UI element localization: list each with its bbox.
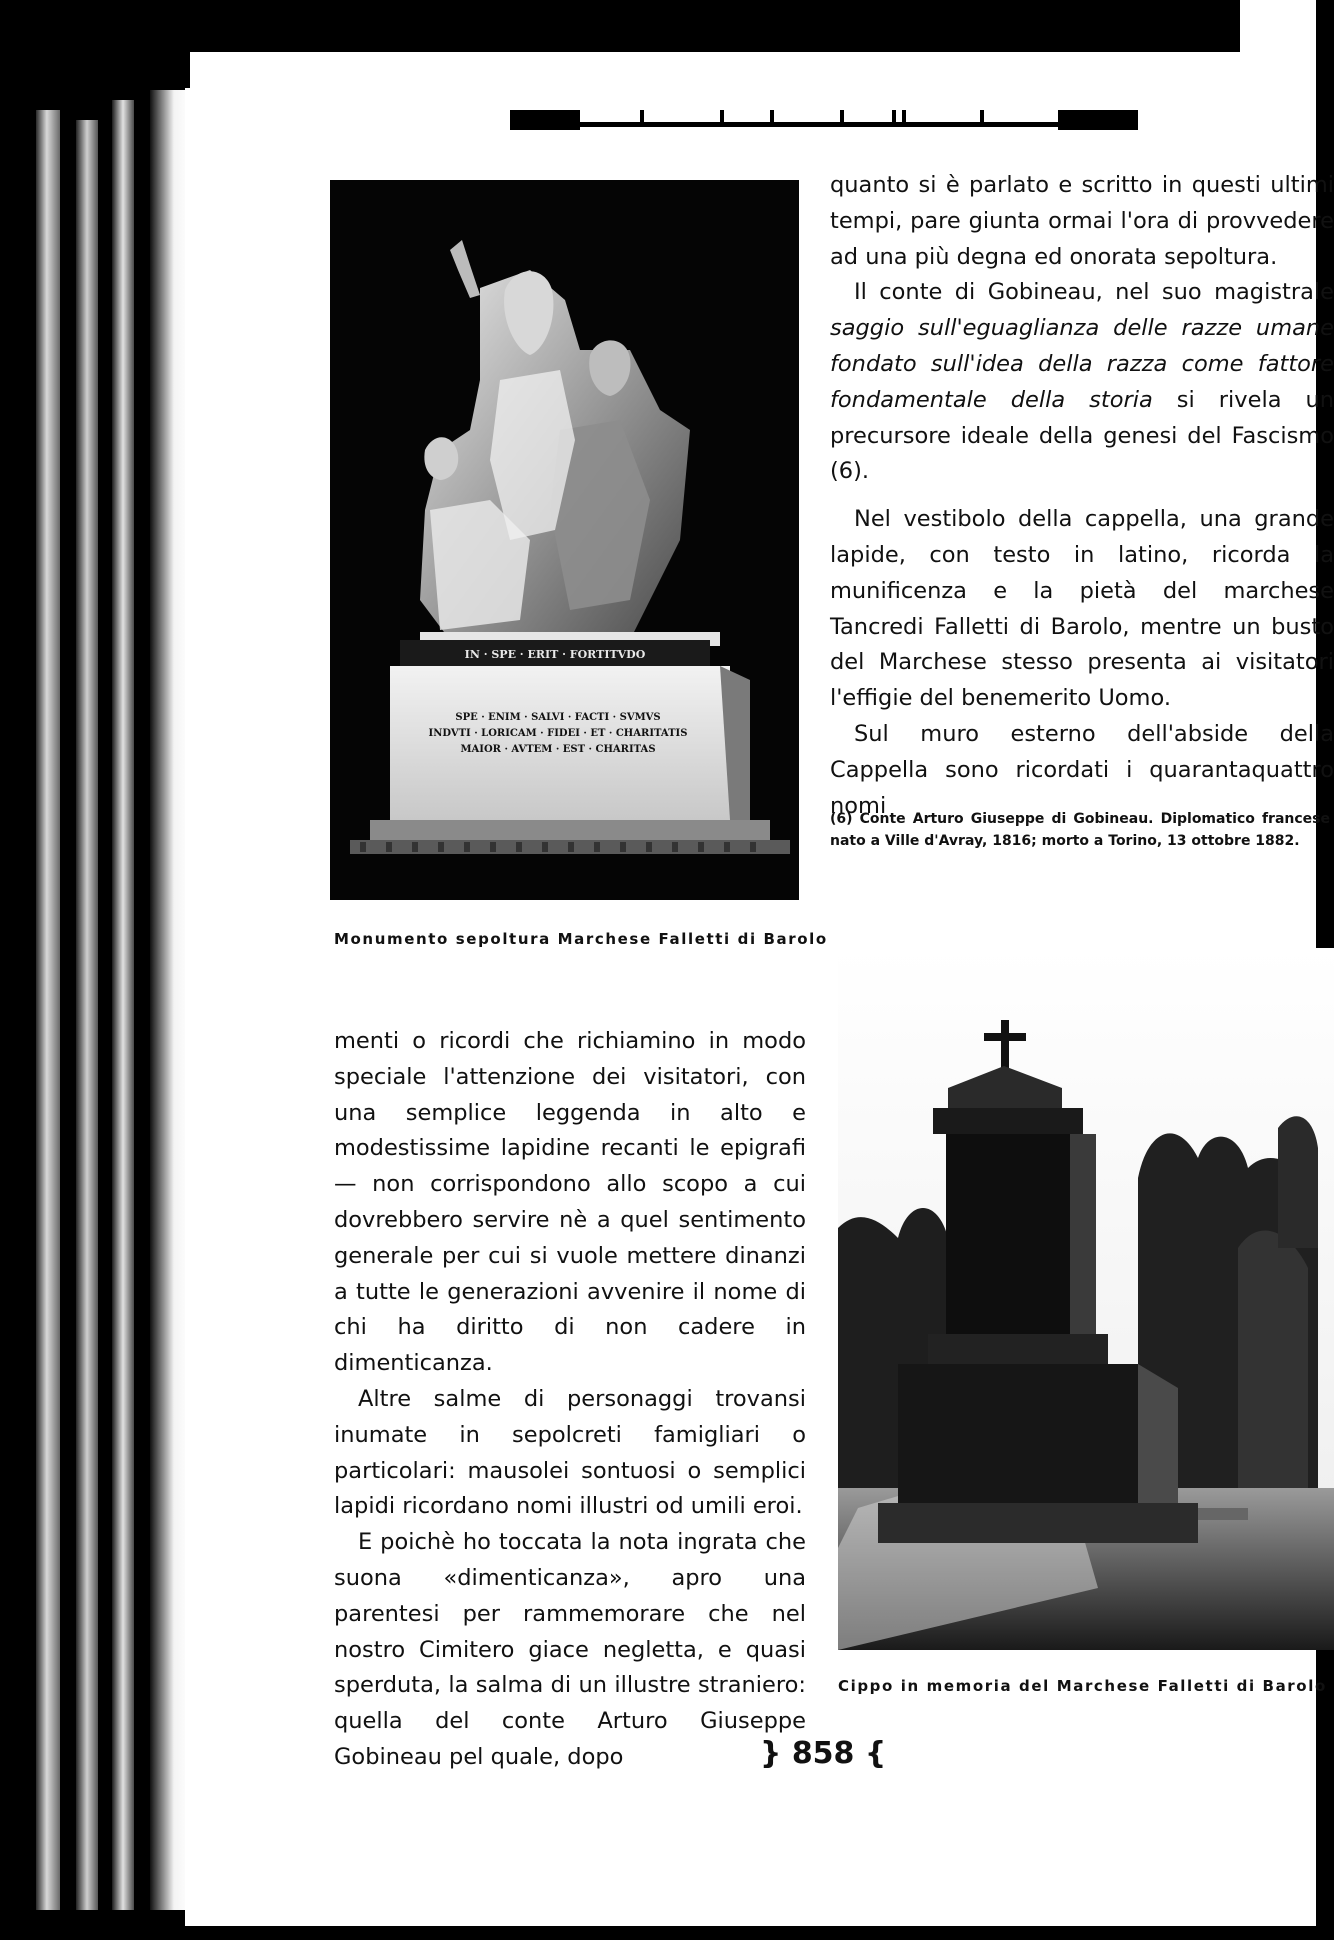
book-title: saggio sull'eguaglianza delle razze umane fondato sull'idea della razza come fattore fondamentale della storia xyxy=(830,315,1334,413)
right-paragraph-4: Sul muro esterno dell'abside della Cappella sono ricordati i quarantaquattro nomi xyxy=(830,720,1334,819)
right-paragraph-3: Nel vestibolo della cappella, una grande lapide, con testo in latino, ricorda la munificenza e la pietà del marchese Tancredi Falletti di Barolo, mentre un busto del Marchese stesso presenta ai visitatori l'effigie del benemerito Uomo. xyxy=(830,506,1334,712)
left-paragraph-1: menti o ricordi che richiamino in modo speciale l'attenzione dei visitatori, con una semplice leggenda in alto e modestissime lapidine recanti le epigrafi — non corrispondono allo scopo a cui dovrebbero servire nè a quel sentimento generale per cui si vuole mettere dinanzi a tutte le generazioni avvenire il nome di chi ha diritto di non cadere in dimenticanza. xyxy=(334,1028,806,1377)
inscription-line-2: INDVTI · LORICAM · FIDEI · ET · CHARITATIS xyxy=(428,728,688,739)
header-ornament xyxy=(510,110,1138,130)
page-number-left-bracket: } xyxy=(760,1736,782,1771)
inscription-line-1: SPE · ENIM · SALVI · FACTI · SVMVS xyxy=(455,712,661,723)
inscription-title: IN · SPE · ERIT · FORTITVDO xyxy=(464,648,646,661)
left-text-column xyxy=(334,1024,806,1776)
cippo-caption: Cippo in memoria del Marchese Falletti di Barolo xyxy=(838,1677,1327,1695)
footnote xyxy=(830,808,1330,852)
monument-photo xyxy=(330,180,799,900)
right-paragraph-2: Il conte di Gobineau, nel suo magistrale saggio sull'eguaglianza delle razze umane fondato sull'idea della razza come fattore fondamentale della storia si rivela un precursore ideale della genesi del Fascismo (6). xyxy=(830,279,1334,485)
footnote-text: (6) Conte Arturo Giuseppe di Gobineau. Diplomatico francese nato a Ville d'Avray, 1816; morto a Torino, 13 ottobre 1882. xyxy=(830,811,1330,849)
right-text-column xyxy=(830,168,1334,824)
left-paragraph-2: Altre salme di personaggi trovansi inumate in sepolcreti famigliari o particolari: mausolei sontuosi o semplici lapidi ricordano nomi illustri od umili eroi. xyxy=(334,1385,806,1520)
left-paragraph-3: E poichè ho toccata la nota ingrata che suona «dimenticanza», apro una parentesi per rammemorare che nel nostro Cimitero giace negletta, e quasi sperduta, la salma di un illustre straniero: quella del conte Arturo Giuseppe Gobineau pel quale, dopo xyxy=(334,1529,806,1770)
cippo-photo xyxy=(838,948,1334,1650)
scan-border-bottom xyxy=(0,1926,1334,1940)
page-number-value: 858 xyxy=(791,1736,855,1771)
page-number-right-bracket: { xyxy=(864,1736,887,1771)
right-paragraph-1: quanto si è parlato e scritto in questi ultimi tempi, pare giunta ormai l'ora di provvedere ad una più degna ed onorata sepoltura. xyxy=(830,172,1334,270)
monument-caption: Monumento sepoltura Marchese Falletti di Barolo xyxy=(334,930,828,948)
inscription-line-3: MAIOR · AVTEM · EST · CHARITAS xyxy=(460,744,656,755)
page-number xyxy=(760,1736,886,1771)
book-page-edges xyxy=(0,0,190,1940)
